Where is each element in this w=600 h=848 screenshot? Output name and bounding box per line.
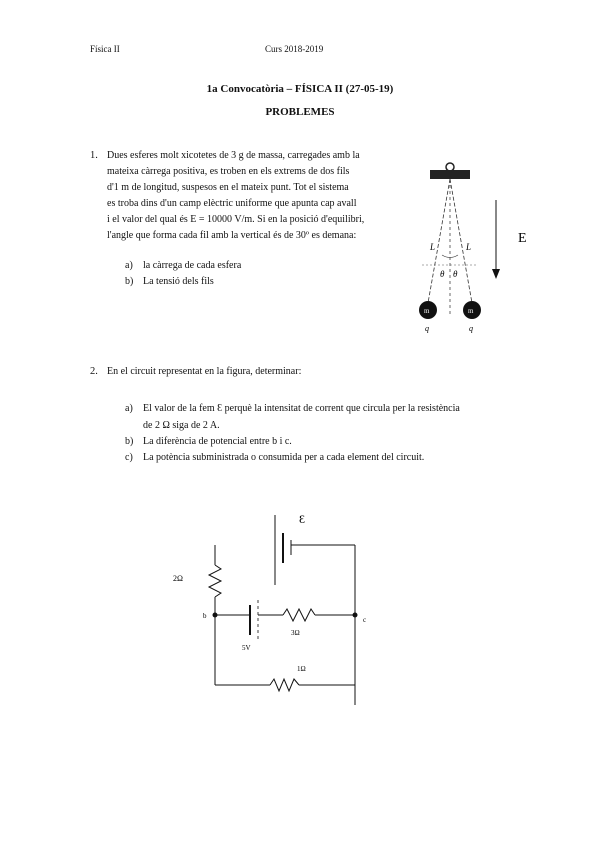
resistor-1ohm: [270, 679, 299, 691]
problem-1-item-b-text: La tensió dels fils: [143, 276, 214, 287]
pivot: [446, 163, 454, 171]
problem-1-line: Dues esferes molt xicotetes de 3 g de massa, carregades amb la: [107, 150, 360, 161]
field-arrow-head: [492, 269, 500, 279]
battery-5v-label: 5V: [242, 644, 251, 652]
problem-2-item-a-label: a): [125, 403, 133, 414]
problem-2-item-b-text: La diferència de potencial entre b i c.: [143, 436, 292, 447]
problem-1-line: d'1 m de longitud, suspesos en el mateix punt. Tot el sistema: [107, 182, 349, 193]
problem-2-item-a-text: El valor de la fem Ɛ perquè la intensitat de corrent que circula per la resistència: [143, 403, 460, 414]
left-charge-label: q: [425, 324, 429, 333]
problem-2-item-c-text: La potència subministrada o consumida per a cada element del circuit.: [143, 452, 425, 463]
problem-1-line: i el valor del qual és E = 10000 V/m. Si en la posició d'equilibri,: [107, 214, 365, 225]
header-year: Curs 2018-2019: [265, 44, 324, 54]
angle-label-left: θ: [440, 269, 445, 279]
circuit-diagram: [165, 505, 385, 705]
left-thread: [428, 179, 450, 303]
problem-1-line: l'angle que forma cada fil amb la vertical és de 30º es demana:: [107, 230, 357, 241]
problem-1-number: 1.: [90, 150, 98, 161]
length-label-left: L: [430, 242, 436, 252]
right-sphere-label: m: [468, 307, 474, 315]
problem-2-intro: En el circuit representat en la figura, determinar:: [107, 366, 302, 377]
problem-1-item-a-label: a): [125, 260, 133, 271]
page-title: 1a Convocatòria – FÍSICA II (27-05-19): [206, 83, 394, 95]
problem-1-line: mateixa càrrega positiva, es troben en els extrems de dos fils: [107, 166, 350, 177]
pendulum-figure: [400, 155, 550, 340]
problem-2-item-a-cont: de 2 Ω siga de 2 A.: [143, 420, 220, 431]
resistor-3ohm: [283, 609, 315, 621]
problem-1-line: es troba dins d'un camp elèctric uniforme que apunta cap avall: [107, 198, 357, 209]
page-subtitle: PROBLEMES: [265, 106, 335, 118]
resistor-2ohm: [209, 565, 221, 597]
resistor-3ohm-label: 3Ω: [291, 629, 300, 637]
length-label-right: L: [466, 242, 472, 252]
field-label: E: [518, 231, 527, 246]
problem-2-item-b-label: b): [125, 436, 134, 447]
node-b-label: b: [203, 612, 207, 620]
problem-1-item-a-text: la càrrega de cada esfera: [143, 260, 242, 271]
problem-2-number: 2.: [90, 366, 98, 377]
problem-1-statement: [107, 148, 407, 244]
header-course: Física II: [90, 44, 120, 54]
problem-2-item-c-label: c): [125, 452, 133, 463]
left-sphere-label: m: [424, 307, 430, 315]
right-thread: [450, 179, 472, 303]
resistor-1ohm-label: 1Ω: [297, 665, 306, 673]
emf-label: Ɛ: [299, 512, 306, 526]
angle-label-right: θ: [453, 269, 458, 279]
node-c-label: c: [363, 616, 367, 624]
right-charge-label: q: [469, 324, 473, 333]
resistor-2ohm-label: 2Ω: [173, 574, 183, 583]
problem-1-item-b-label: b): [125, 276, 134, 287]
